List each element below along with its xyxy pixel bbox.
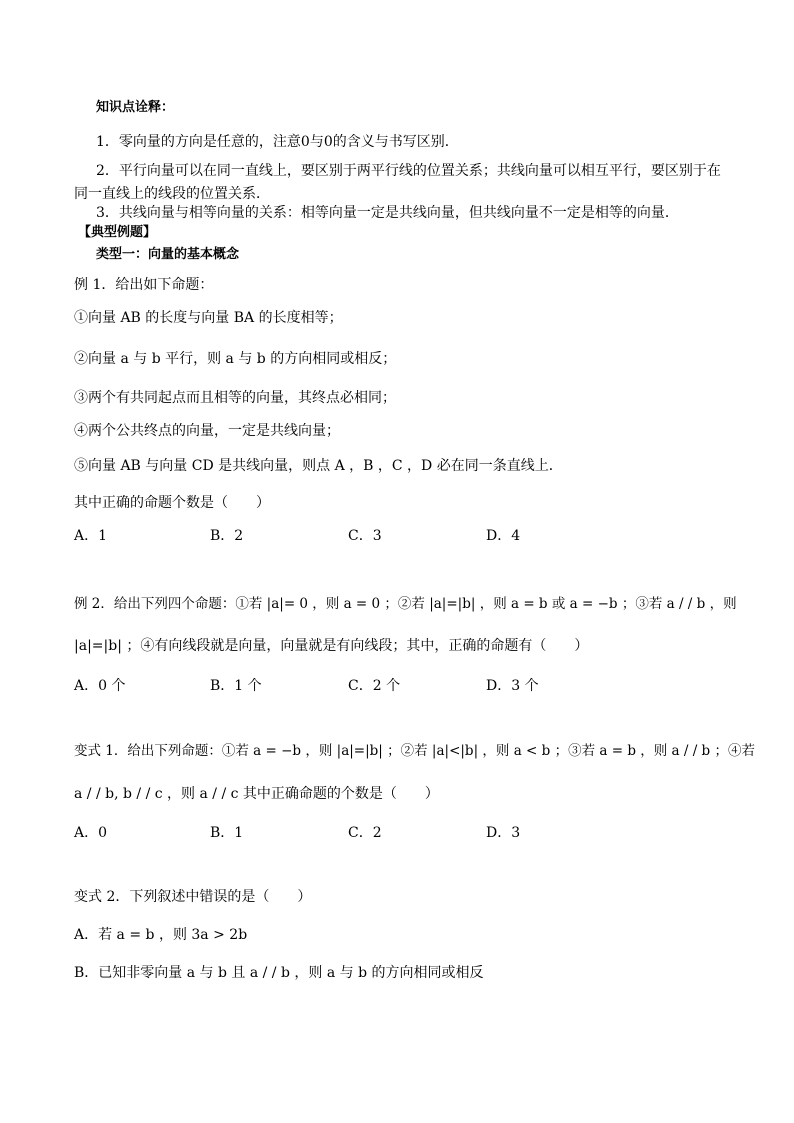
var2-option-a: A．若 a = b ，则 3a > 2b (74, 927, 248, 943)
ex1-option-a: A．1 (74, 528, 108, 544)
ex2-option-c: C．2 个 (348, 678, 401, 694)
var1-option-c: C．2 (348, 825, 382, 841)
ex2-line-1: 例 2．给出下列四个命题：①若 |a|= 0 ，则 a = 0 ；②若 |a|=|b| ，则 a = b 或 a = −b ；③若 a / / b ，则 (74, 596, 737, 612)
ex2-option-d: D．3 个 (486, 678, 539, 694)
ex2-line-2: |a|=|b| ；④有向线段就是向量，向量就是有向线段；其中，正确的命题有（ ） (74, 638, 589, 654)
ex1-option-d: D．4 (486, 528, 521, 544)
var2-stem: 变式 2．下列叙述中错误的是（ ） (74, 889, 312, 905)
var1-option-b: B．1 (210, 825, 244, 841)
var1-option-d: D．3 (486, 825, 521, 841)
ex1-option-c: C．3 (348, 528, 382, 544)
note-3: 3．共线向量与相等向量的关系：相等向量一定是共线向量，但共线向量不一定是相等的向量． (96, 205, 679, 221)
ex1-item-2: ②向量 a 与 b 平行，则 a 与 b 的方向相同或相反； (74, 351, 397, 367)
ex1-item-4: ④两个公共终点的向量，一定是共线向量； (74, 423, 340, 439)
ex1-option-b: B．2 (210, 528, 244, 544)
note-1: 1．零向量的方向是任意的，注意0与0的含义与书写区别． (96, 134, 459, 150)
ex1-item-5: ⑤向量 AB 与向量 CD 是共线向量，则点 A ，B ，C ，D 必在同一条直线上． (74, 458, 563, 474)
var1-line-2: a / / b, b / / c ，则 a / / c 其中正确命题的个数是（ ） (74, 786, 439, 802)
ex2-option-a: A．0 个 (74, 678, 126, 694)
var1-line-1: 变式 1．给出下列命题：①若 a = −b ，则 |a|=|b| ；②若 |a|<|b| ，则 a < b ；③若 a = b ，则 a / / b ；④若 (74, 743, 755, 759)
var2-option-b: B．已知非零向量 a 与 b 且 a / / b ，则 a 与 b 的方向相同或相反 (74, 965, 484, 981)
ex1-item-1: ①向量 AB 的长度与向量 BA 的长度相等； (74, 310, 343, 326)
ex1-item-3: ③两个有共同起点而且相等的向量，其终点必相同； (74, 390, 396, 406)
note-2-cont: 同一直线上的线段的位置关系． (74, 186, 270, 202)
type-heading: 类型一：向量的基本概念 (96, 247, 240, 262)
var1-option-a: A．0 (74, 825, 108, 841)
note-2: 2．平行向量可以在同一直线上，要区别于两平行线的位置关系；共线向量可以相互平行，要区别于在 (96, 163, 721, 179)
ex2-option-b: B．1 个 (210, 678, 262, 694)
section-title: 知识点诠释： (96, 100, 175, 115)
examples-heading: 【典型例题】 (78, 225, 157, 240)
ex1-question: 其中正确的命题个数是（ ） (74, 495, 270, 511)
ex1-stem: 例 1．给出如下命题： (74, 277, 214, 293)
